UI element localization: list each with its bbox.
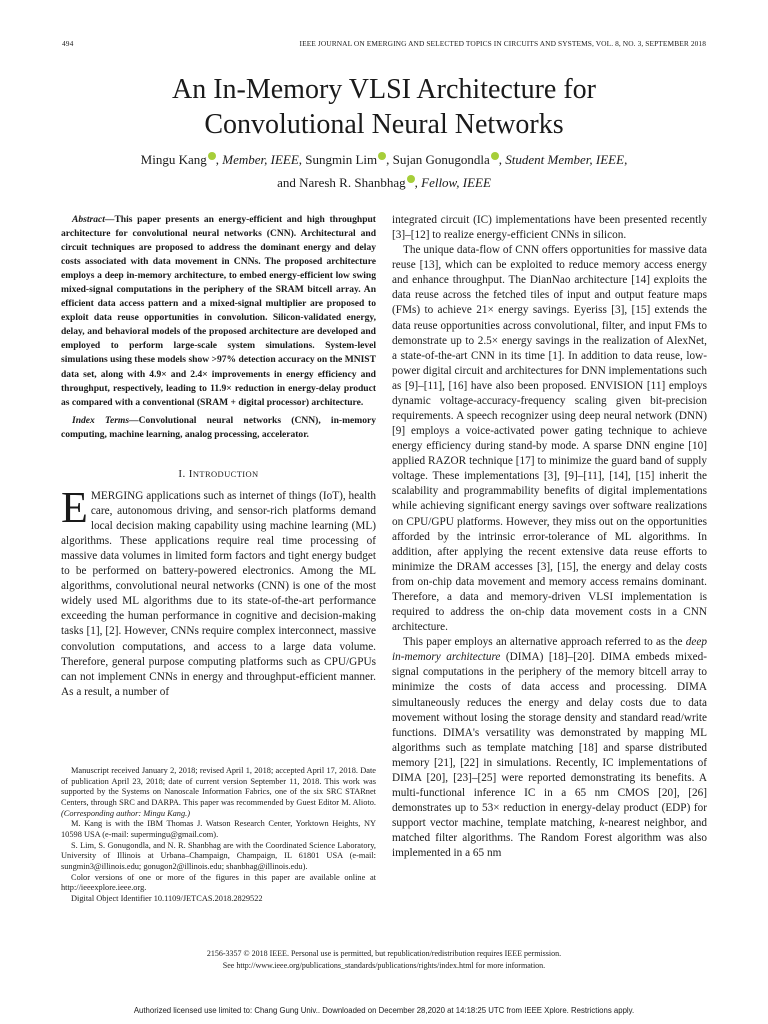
orcid-icon[interactable] (378, 152, 386, 160)
abstract-tag: Abstract— (72, 214, 115, 225)
drop-cap: E (61, 482, 88, 532)
footnotes (61, 766, 376, 905)
author-role: Member, IEEE (222, 152, 299, 167)
index-terms (61, 414, 376, 442)
footnote-manuscript: Manuscript received January 2, 2018; revised April 1, 2018; accepted April 17, 2018. Date of publication April 23, 2018; date of current version September 11, 2018. This work was supported by the Systems on Nanoscale Information Fabrics, one of the six SRC STARnet Centers, through SRC and DARPA. This paper was recommended by Guest Editor M. Alioto. (Corresponding author: Mingu Kang.) (61, 766, 376, 818)
intro-text: MERGING applications such as internet of things (IoT), health care, autonomous driving, and sensor-rich platforms demand local decision making capability using machine learning (ML) algorithms. These applications require real time processing of massive data volumes in limited form factors and tight energy budget to be performed on battery-powered electronics. Among the ML algorithms, convolutional neural networks (CNN) is one of the most widely used ML algorithms due to its state-of-the-art performance exceeding the human performance in cognitive and decision-making tasks [1], [2]. However, CNNs require complex interconnect, massive convolution computations, and access to a large data volume. Therefore, general purpose computing platforms such as CPU/GPUs can not implement CNNs in energy and throughput-efficient manner. As a result, a number of (61, 489, 376, 698)
body-paragraph: integrated circuit (IC) implementations have been presented recently [3]–[12] to realize energy-efficient CNNs in silicon. (392, 214, 707, 242)
author-role: Fellow, IEEE (421, 175, 491, 190)
intro-paragraph (61, 482, 376, 700)
journal-header: IEEE JOURNAL ON EMERGING AND SELECTED TOPICS IN CIRCUITS AND SYSTEMS, VOL. 8, NO. 3, SEPTEMBER 2018 (299, 39, 706, 48)
orcid-icon[interactable] (491, 152, 499, 160)
title-line-1: An In-Memory VLSI Architecture for (171, 74, 597, 105)
copyright-notice (60, 948, 708, 971)
right-column (392, 213, 707, 861)
footnote-affiliation-2: S. Lim, S. Gonugondla, and N. R. Shanbhag are with the Coordinated Science Laboratory, University of Illinois at Urbana–Champaign, Champaign, IL 61801 USA (e-mail: sungmin3@illinois.edu; gonugon2@illinois.edu; shanbhag@illinois.edu). (61, 840, 376, 871)
orcid-icon[interactable] (208, 152, 216, 160)
author-prefix: and (277, 175, 300, 190)
dima-term: deep in-memory architecture (392, 636, 707, 664)
section-heading-introduction: I. INTRODUCTION (178, 467, 259, 480)
index-terms-tag: Index Terms— (72, 414, 139, 426)
author-role: Student Member, IEEE (505, 152, 625, 167)
orcid-icon[interactable] (407, 175, 415, 183)
license-notice: Authorized licensed use limited to: Chang Gung Univ.. Downloaded on December 28,2020 at 14:18:25 UTC from IEEE Xplore. Restrictions apply. (133, 1006, 635, 1015)
left-column (61, 213, 376, 700)
page-number: 494 (62, 39, 74, 48)
footnote-doi: Digital Object Identifier 10.1109/JETCAS.2018.2829522 (71, 893, 263, 903)
body-paragraph: The unique data-flow of CNN offers opportunities for massive data reuse [13], which can be exploited to reduce memory access energy and enhance throughput. The DianNao architecture [14] exploits the data reuse across the fetched tiles of input and output feature maps (FMs) to achieve 21× energy savings. Eyeriss [3], [15] extends the data reuse opportunities across convolutional, filter, and input FMs to demonstrate up to 2.5× energy savings in the realization of AlexNet, a state-of-the-art CNN in its time [1]. In addition to data reuse, low-power digital circuit and architectures for DNN implementations such as [9]–[11], [16] have also been proposed. ENVISION [11] employs dynamic voltage-accuracy-frequency scaling given bit-precision requirements. A speech recognizer using deep neural network (DNN) [9] employs a voice-activated power gating technique to achieve energy efficiency during stand-by mode. A sparse DNN engine [10] applied RAZOR technique [17] to minimize the guard band of supply voltage. These implementations [3], [9]–[11], [14], [15] inherit the scalability and programmability benefits of digital implementations while achieving significant energy savings over software realizations on CPU/GPU platforms. However, they miss out on the opportunities afforded by the intrinsic error-tolerance of ML algorithms. In addition, after applying the recent extensive data reuse efforts to minimize the DRAM accesses [3], [15], the energy and delay costs from on-chip data movement and memory access remains dominant. Therefore, a data and memory-driven VLSI implementation is required to address the on-chip data movement costs in a CNN architecture. (392, 244, 707, 634)
title-line-2: Convolutional Neural Networks (204, 109, 564, 140)
corresponding-author: (Corresponding author: Mingu Kang.) (61, 808, 191, 818)
author-name: Mingu Kang (140, 152, 207, 167)
footnote-affiliation-1: M. Kang is with the IBM Thomas J. Watson Research Center, Yorktown Heights, NY 10598 USA (e-mail: supermingu@gmail.com). (61, 819, 376, 839)
paper-title (60, 72, 708, 142)
body-paragraph: This paper employs an alternative approach referred to as the deep in-memory architecture (DIMA) [18]–[20]. DIMA embeds mixed-signal computations in the periphery of the memory bitcell array to minimize the costs of data access and processing. DIMA simultaneously reduces the energy and delay costs due to data movement without losing the storage density and standard read/write functions. DIMA's versatility was demonstrated by mapping ML algorithms such as template matching [18] and sparse distributed memory [21], [22] in simulations. Recently, IC implementations of DIMA [20], [23]–[25] were reported demonstrating its benefits. A multi-functional inference IC in a 65 nm CMOS [20], [26] demonstrates up to 53× reduction in energy-delay product (EDP) for support vector machine, template matching, k-nearest neighbor, and matched filter algorithms. The Random Forest algorithm was also implemented in a 65 nm (392, 636, 708, 860)
copyright-line-2: See http://www.ieee.org/publications_standards/publications/rights/index.html for more information. (222, 960, 546, 970)
footnote-color-versions: Color versions of one or more of the figures in this paper are available online at http://ieeexplore.ieee.org. (61, 872, 376, 893)
author-line-2: and Naresh R. Shanbhag , Fellow, IEEE (277, 175, 491, 190)
abstract (61, 213, 376, 410)
copyright-line-1: 2156-3357 © 2018 IEEE. Personal use is permitted, but republication/redistribution requires IEEE permission. (206, 949, 562, 958)
abstract-text: This paper presents an energy-efficient and high throughput architecture for convolutional neural networks (CNN). Architectural and circuit techniques are proposed to address the dominant energy and delay costs associated with data movement in CNNs. The proposed architecture employs a deep in-memory architecture, to embed energy-efficient low swing mixed-signal computations in the periphery of the SRAM bitcell array. An efficient data access pattern and a mixed-signal multiplier are proposed to exploit data reuse opportunities in convolution. Silicon-validated energy, delay, and behavioral models of the proposed architecture are developed and employed to perform large-scale system simulations. System-level simulations using these models show >97% detection accuracy on the MNIST data set, along with 4.9× and 2.4× improvements in energy efficiency and throughput, respectively, leading to 11.9× reduction in energy-delay product as compared with a conventional (SRAM + digital processor) architecture. (61, 214, 376, 408)
author-list (60, 148, 708, 194)
author-name: Sujan Gonugondla (392, 152, 490, 167)
index-terms-text: Convolutional neural networks (CNN), in-memory computing, machine learning, analog processing, accelerator. (61, 414, 376, 440)
author-name: Naresh R. Shanbhag (299, 175, 406, 190)
author-line-1: Mingu Kang , Member, IEEE, Sungmin Lim , Sujan Gonugondla , Student Member, IEEE, (140, 152, 628, 167)
author-name: Sungmin Lim (305, 152, 378, 167)
